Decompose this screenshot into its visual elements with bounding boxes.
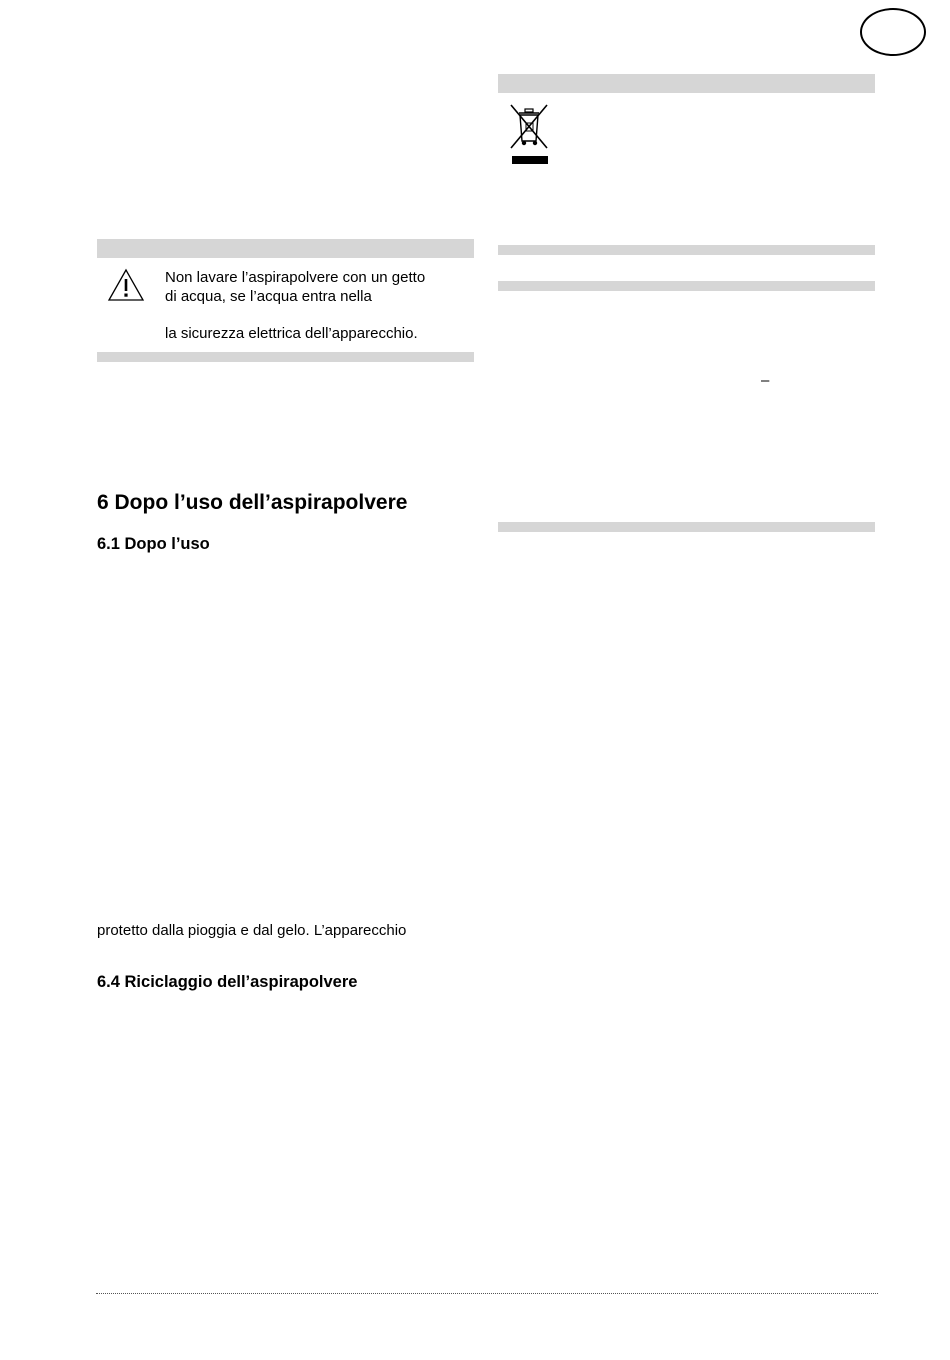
section-6-title: 6 Dopo l’uso dell’aspirapolvere (97, 491, 408, 514)
warning-footer-bar (97, 352, 474, 362)
warning-text-line-2: di acqua, se l’acqua entra nella (165, 288, 372, 305)
warning-triangle-icon (107, 268, 145, 302)
right-section-bar (498, 281, 875, 291)
crossed-out-bin-icon (505, 101, 553, 167)
warning-text-line-1: Non lavare l’aspirapolvere con un getto (165, 269, 426, 286)
recycling-header-bar (498, 74, 875, 93)
section-6-1-heading: 6.1 Dopo l’uso (97, 535, 210, 553)
section-6-4-heading: 6.4 Riciclaggio dell’aspirapolvere (97, 973, 358, 991)
warning-header-bar (97, 239, 474, 258)
language-marker (860, 8, 926, 56)
dash-mark: – (761, 372, 770, 389)
recycling-footer-bar (498, 245, 875, 255)
footer-rule (96, 1293, 878, 1294)
warning-text-line-3: la sicurezza elettrica dell’apparecchio. (165, 325, 418, 342)
right-section-end-bar (498, 522, 875, 532)
storage-text: protetto dalla pioggia e dal gelo. L’apparecchio (97, 922, 407, 939)
